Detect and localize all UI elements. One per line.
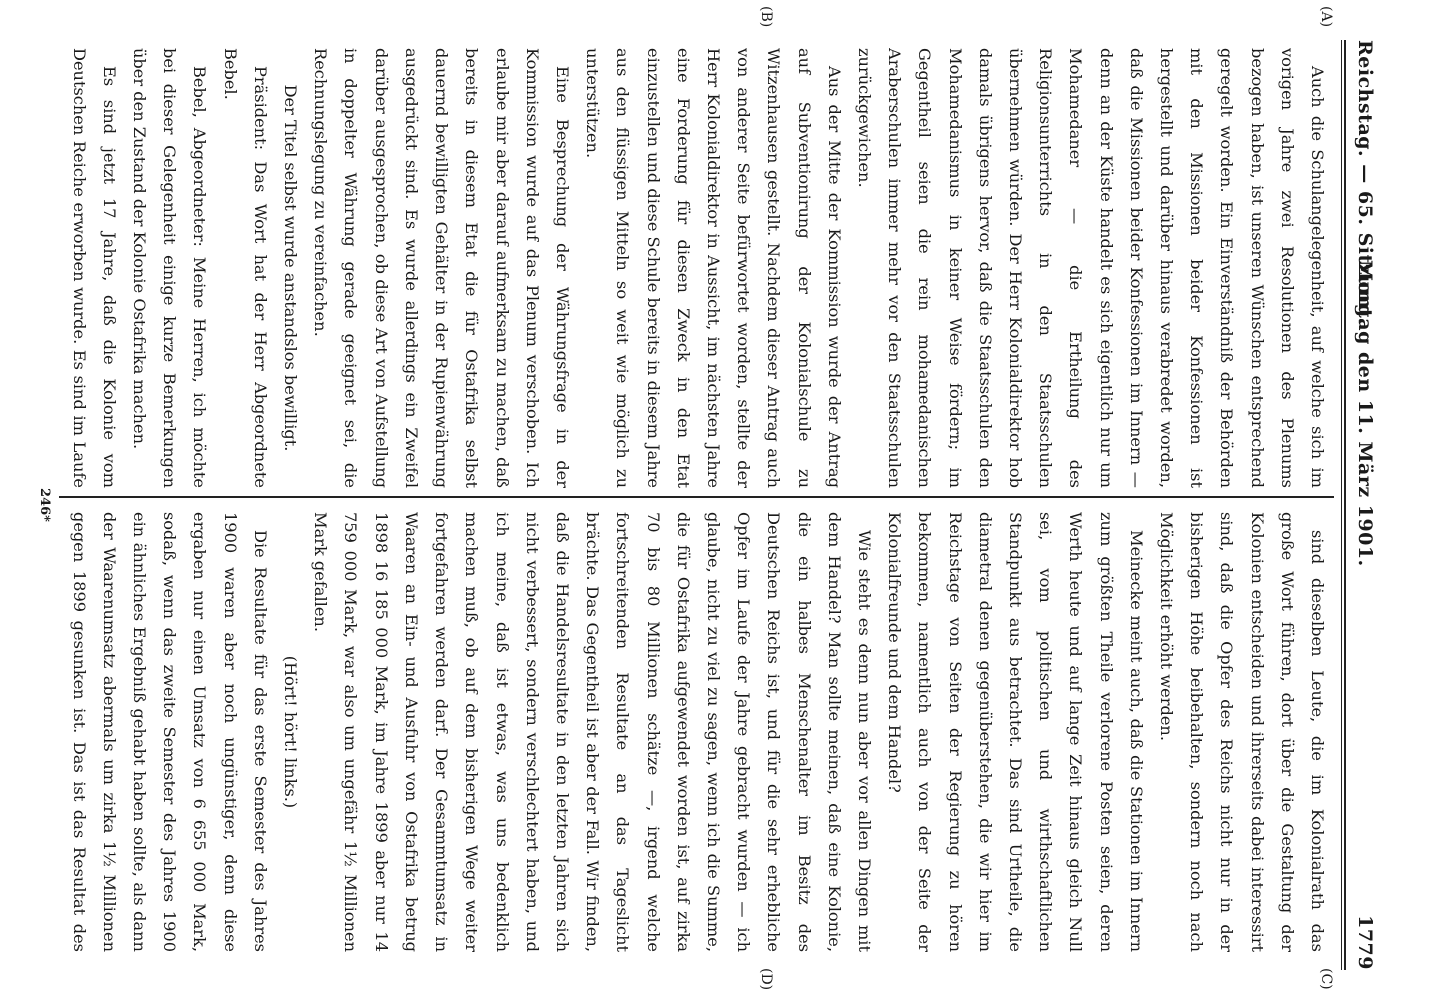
paragraph: Aus der Mitte der Kommission wurde der Antrag auf Subventionirung der Kolonialschule zu Witzenhausen gestellt. Nachdem dieser Antrag auch von anderer Seite befürwortet worden, stellte der Herr Kolonialdirektor in Aussicht, im nächsten Jahre eine Forderung für diesen Zweck in den Etat einzustellen und diese Schule bereits in diesem Jahre aus den flüssigen Mitteln so weit wie möglich zu unterstützen.: [583, 48, 844, 488]
paragraph: Wie steht es denn nun aber vor allen Dingen mit dem Handel? Man sollte meinen, daß eine Kolonie, die ein halbes Menschenalter im Besitz des Deutschen Reichs ist, und für die sehr erhebliche Opfer im Laufe der Jahre gebracht wurden — ich glaube, nicht zu viel zu sagen, wenn ich die Summe, die für Ostafrika aufgewendet worden ist, auf zirka 70 bis 80 Millionen schätze —, irgend welche fortschreitenden Resultate an das Tageslicht brächte. Das Gegentheil ist aber der Fall. Wir finden, daß die Handelsresultate in den letzten Jahren sich nicht verbessert, sondern verschlechtert haben, und ich meine, daß ist etwas, was uns bedenklich machen muß, ob auf dem bisherigen Wege weiter fortgefahren werden darf. Der Gesammtumsatz in Waaren an Ein- und Ausfuhr von Ostafrika betrug 1898 16 185 000 Mark, im Jahre 1899 aber nur 14 759 000 Mark, war also um ungefähr 1½ Millionen Mark gefallen.: [311, 512, 874, 952]
paragraph: Bebel, Abgeordneter: Meine Herren, ich möchte bei dieser Gelegenheit einige kurze Bemerkungen über den Zustand der Kolonie Ostafrika machen.: [130, 48, 210, 488]
margin-marker-a: (A): [1318, 6, 1334, 28]
margin-marker-d: (D): [758, 968, 774, 991]
left-column: [62, 48, 1332, 488]
page-number: 1779: [1354, 915, 1376, 970]
header-date: Montag den 11. März 1901.: [1354, 260, 1376, 567]
header-session: Reichstag. — 65. Sitzung.: [1354, 40, 1376, 325]
paragraph: Eine Besprechung der Währungsfrage in der Kommission wurde auf das Plenum verschoben. Ich erlaube mir aber darauf aufmerksam zu machen, daß bereits in diesem Etat die für Ostafrika selbst dauernd bewilligten Gehälter in der Rupienwährung ausgedrückt sind. Es wurde allerdings ein Zweifel darüber ausgesprochen, ob diese Art von Aufstellung in doppelter Währung gerade geeignet sei, die Rechnungslegung zu vereinfachen.: [311, 48, 572, 488]
paragraph: Es sind jetzt 17 Jahre, daß die Kolonie vom Deutschen Reiche erworben wurde. Es sind im Laufe: [69, 48, 119, 488]
column-divider: [59, 496, 1334, 498]
paragraph: sind dieselben Leute, die im Kolonialrath das große Wort führen, dort über die Gestaltung der Kolonien entscheiden und ihrerseits dabei interessirt sind, daß die Opfer des Reichs nicht nur in der bisherigen Höhe beibehalten, sondern noch nach Möglichkeit erhöht werden.: [1156, 512, 1327, 952]
margin-marker-c: (C): [1318, 968, 1334, 990]
paragraph: Meinecke meint auch, daß die Stationen im Innern zum größten Theile verlorene Posten seien, deren Werth heute und auf lange Zeit hinaus gleich Null sei, vom politischen und wirthschaftlichen Standpunkt aus betrachtet. Das sind Urtheile, die diametral denen gegenüberstehen, die wir hier im Reichstage von Seiten der Regierung zu hören bekommen, namentlich auch von der Seite der Kolonialfreunde und dem Handel?: [885, 512, 1146, 952]
paragraph: Präsident: Das Wort hat der Herr Abgeordnete Bebel.: [220, 48, 270, 488]
paragraph: Die Resultate für das erste Semester des Jahres 1900 waren aber noch ungünstiger, denn diese ergaben nur einen Umsatz von 6 655 000 Mark, sodaß, wenn das zweite Semester des Jahres 1900 ein ähnliches Ergebniß gehabt haben sollte, als dann der Waarenumsatz abermals um zirka 1½ Millionen gegen 1899 gesunken ist. Das ist das Resultat des: [69, 512, 270, 952]
right-column: [62, 512, 1332, 952]
paragraph: Auch die Schulangelegenheit, auf welche sich im vorigen Jahre zwei Resolutionen des Plenums bezogen haben, ist unseren Wünschen entsprechend geregelt worden. Ein Einverständniß der Behörden mit den Missionen beider Konfessionen ist hergestellt und darüber hinaus verabredet worden, daß die Missionen beider Konfessionen im Innern — denn an der Küste handelt es sich eigentlich nur um Mohamedaner — die Ertheilung des Religionsunterrichts in den Staatsschulen übernehmen würden. Der Herr Kolonialdirektor hob damals übrigens hervor, daß die Staatsschulen den Mohamedanismus in keiner Weise fördern; im Gegentheil seien die rein mohamedanischen Araberschulen immer mehr vor den Staatsschulen zurückgewichen.: [854, 48, 1327, 488]
header-rule: [1344, 40, 1346, 970]
page-header: [1344, 40, 1384, 970]
margin-marker-b: (B): [758, 6, 774, 28]
signature-mark: 246*: [37, 488, 52, 522]
header-rule-thin: [1341, 40, 1342, 970]
paragraph: Der Titel selbst wurde anstandslos bewilligt.: [281, 84, 301, 452]
paragraph: (Hört! hört! links.): [281, 655, 301, 809]
